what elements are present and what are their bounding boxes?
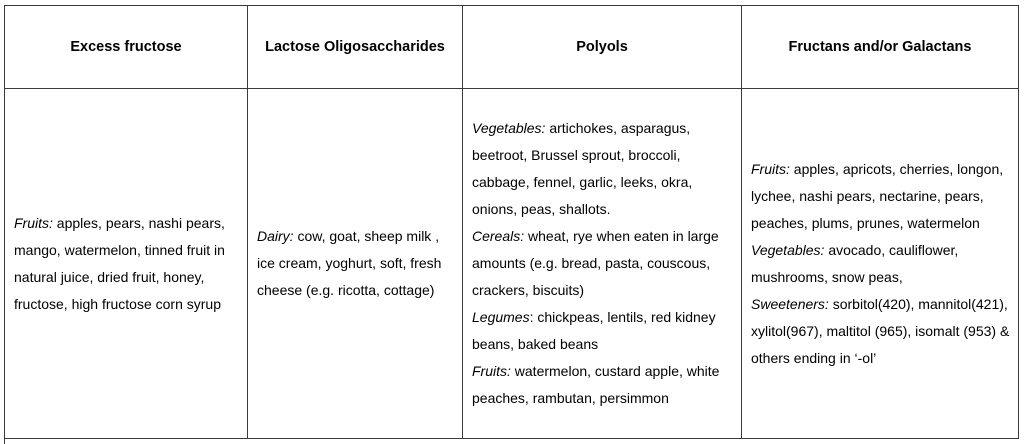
category-label: Sweeteners:: [751, 295, 829, 312]
cell-fructans-galactans: [742, 89, 1019, 439]
food-group: [14, 210, 241, 318]
category-label: Fruits:: [14, 214, 53, 231]
header-excess-fructose: Excess fructose: [5, 6, 248, 89]
food-group: [751, 237, 1012, 291]
food-list: artichokes, asparagus, beetroot, Brussel sprout, broccoli, cabbage, fennel, garlic, leeks, okra, onions, peas, shallots.: [472, 120, 693, 217]
food-list: : chickpeas, lentils, red kidney beans, baked beans: [472, 309, 716, 352]
header-lactose-oligosaccharides: Lactose Oligosaccharides: [248, 6, 463, 89]
food-list: sorbitol(420), mannitol(421), xylitol(967), maltitol (965), isomalt (953) & others ending in ‘-ol’: [751, 295, 1010, 366]
header-row: [5, 6, 1019, 89]
cell-excess-fructose: [5, 89, 248, 439]
cell-polyols: [463, 89, 742, 439]
category-label: Cereals:: [472, 228, 525, 244]
table-edge-line: [4, 439, 5, 444]
fodmap-table: [4, 5, 1019, 439]
category-label: Fruits:: [751, 160, 790, 177]
category-label: Vegetables:: [751, 241, 825, 258]
category-label: Vegetables:: [472, 120, 546, 136]
food-list: avocado, cauliflower, mushrooms, snow peas,: [751, 241, 959, 285]
header-fructans-galactans: Fructans and/or Galactans: [742, 6, 1019, 89]
food-group: [472, 358, 735, 412]
category-label: Legumes: [472, 309, 530, 325]
food-group: [751, 291, 1012, 372]
category-label: Dairy:: [257, 228, 294, 244]
food-list: apples, pears, nashi pears, mango, watermelon, tinned fruit in natural juice, dried fruit, honey, fructose, high fructose corn syrup: [14, 214, 225, 312]
food-group: [472, 304, 735, 358]
food-group: [472, 223, 735, 304]
food-list: apples, apricots, cherries, longon, lychee, nashi pears, nectarine, pears, peaches, plums, prunes, watermelon: [751, 160, 1004, 231]
food-group: [751, 156, 1012, 237]
food-list: watermelon, custard apple, white peaches, rambutan, persimmon: [472, 363, 720, 406]
food-list: wheat, rye when eaten in large amounts (e.g. bread, pasta, couscous, crackers, biscuits): [472, 228, 719, 298]
food-group: [257, 223, 456, 304]
table-row: [5, 89, 1019, 439]
food-list: cow, goat, sheep milk , ice cream, yoghurt, soft, fresh cheese (e.g. ricotta, cottage): [257, 228, 442, 298]
cell-lactose: [248, 89, 463, 439]
header-polyols: Polyols: [463, 6, 742, 89]
food-group: [472, 115, 735, 223]
category-label: Fruits:: [472, 363, 511, 379]
